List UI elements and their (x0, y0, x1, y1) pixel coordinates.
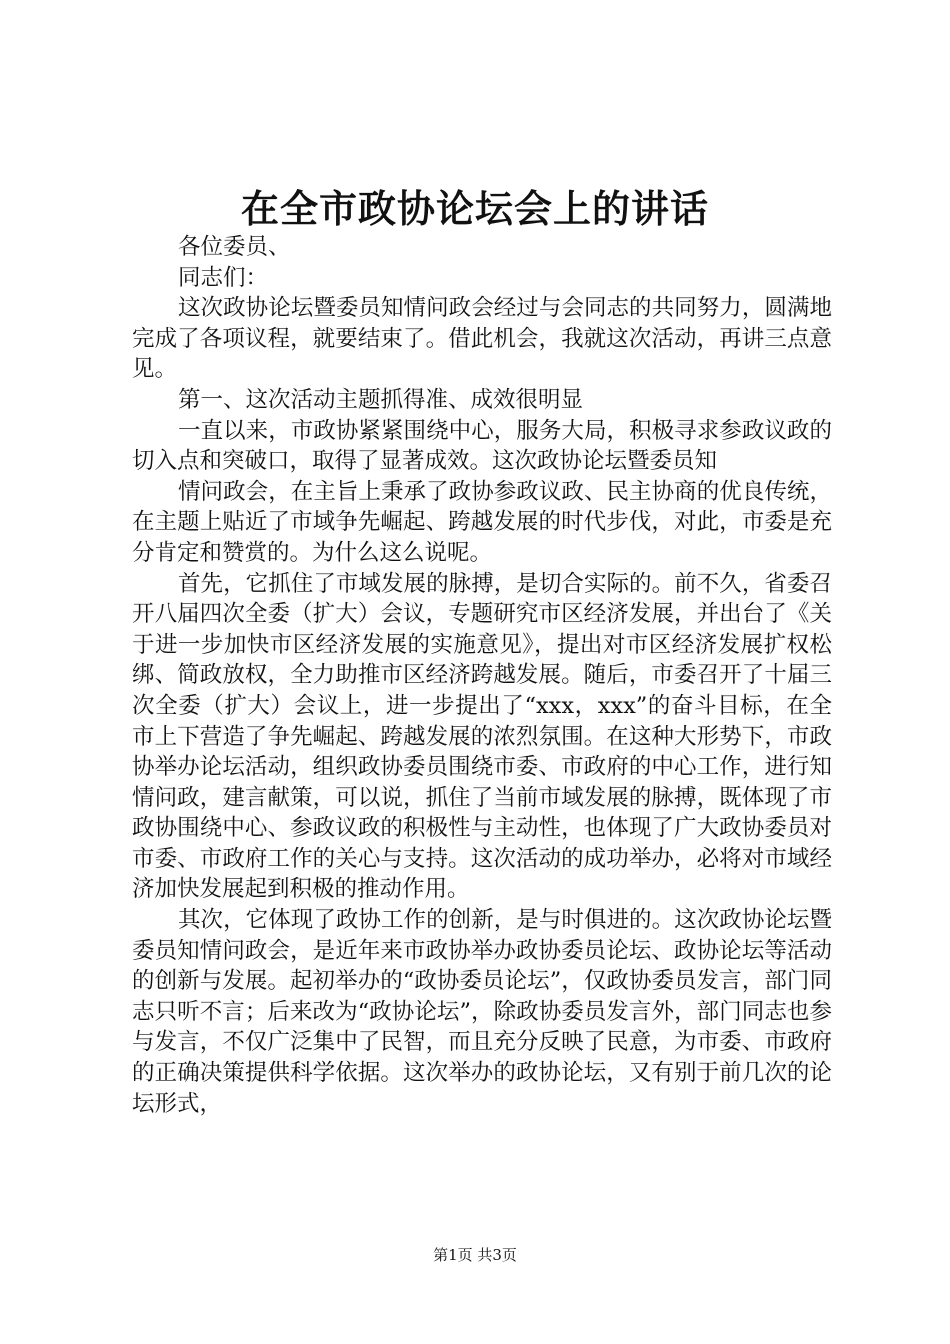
paragraph: 这次政协论坛暨委员知情问政会经过与会同志的共同努力，圆满地完成了各项议程，就要结束了。借此机会，我就这次活动，再讲三点意见。 (132, 295, 832, 383)
section-heading: 第一、这次活动主题抓得准、成效很明显 (178, 386, 584, 413)
salutation-line: 同志们： (178, 264, 269, 291)
document-body (132, 232, 832, 1119)
document-title: 在全市政协论坛会上的讲话 (240, 186, 709, 231)
salutation-line: 各位委员、 (178, 234, 291, 260)
paragraph: 首先，它抓住了市域发展的脉搏，是切合实际的。前不久，省委召开八届四次全委（扩大）会议，专题研究市区经济发展，并出台了《关于进一步加快市区经济发展的实施意见》，提出对市区经济发展扩权松绑、简政放权，全力助推市区经济跨越发展。随后，市委召开了十届三次全委（扩大）会议上，进一步提出了“xxx，xxx”的奋斗目标，在全市上下营造了争先崛起、跨越发展的浓烈氛围。在这种大形势下，市政协举办论坛活动，组织政协委员围绕市委、市政府的中心工作，进行知情问政，建言献策，可以说，抓住了当前市域发展的脉搏，既体现了市政协围绕中心、参政议政的积极性与主动性，也体现了广大政协委员对市委、市政府工作的关心与支持。这次活动的成功举办，必将对市域经济加快发展起到积极的推动作用。 (132, 570, 832, 903)
paragraph: 一直以来，市政协紧紧围绕中心，服务大局，积极寻求参政议政的切入点和突破口，取得了显著成效。这次政协论坛暨委员知 (132, 417, 832, 475)
paragraph: 其次，它体现了政协工作的创新，是与时俱进的。这次政协论坛暨委员知情问政会，是近年来市政协举办政协委员论坛、政协论坛等活动的创新与发展。起初举办的“政协委员论坛”，仅政协委员发言，部门同志只听不言；后来改为“政协论坛”，除政协委员发言外，部门同志也参与发言，不仅广泛集中了民智，而且充分反映了民意，为市委、市政府的正确决策提供科学依据。这次举办的政协论坛，又有别于前几次的论坛形式， (132, 907, 832, 1117)
page-footer: 第1页 共3页 (433, 1246, 517, 1264)
paragraph: 情问政会，在主旨上秉承了政协参政议政、民主协商的优良传统，在主题上贴近了市域争先崛起、跨越发展的时代步伐，对此，市委是充分肯定和赞赏的。为什么这么说呢。 (132, 478, 832, 566)
